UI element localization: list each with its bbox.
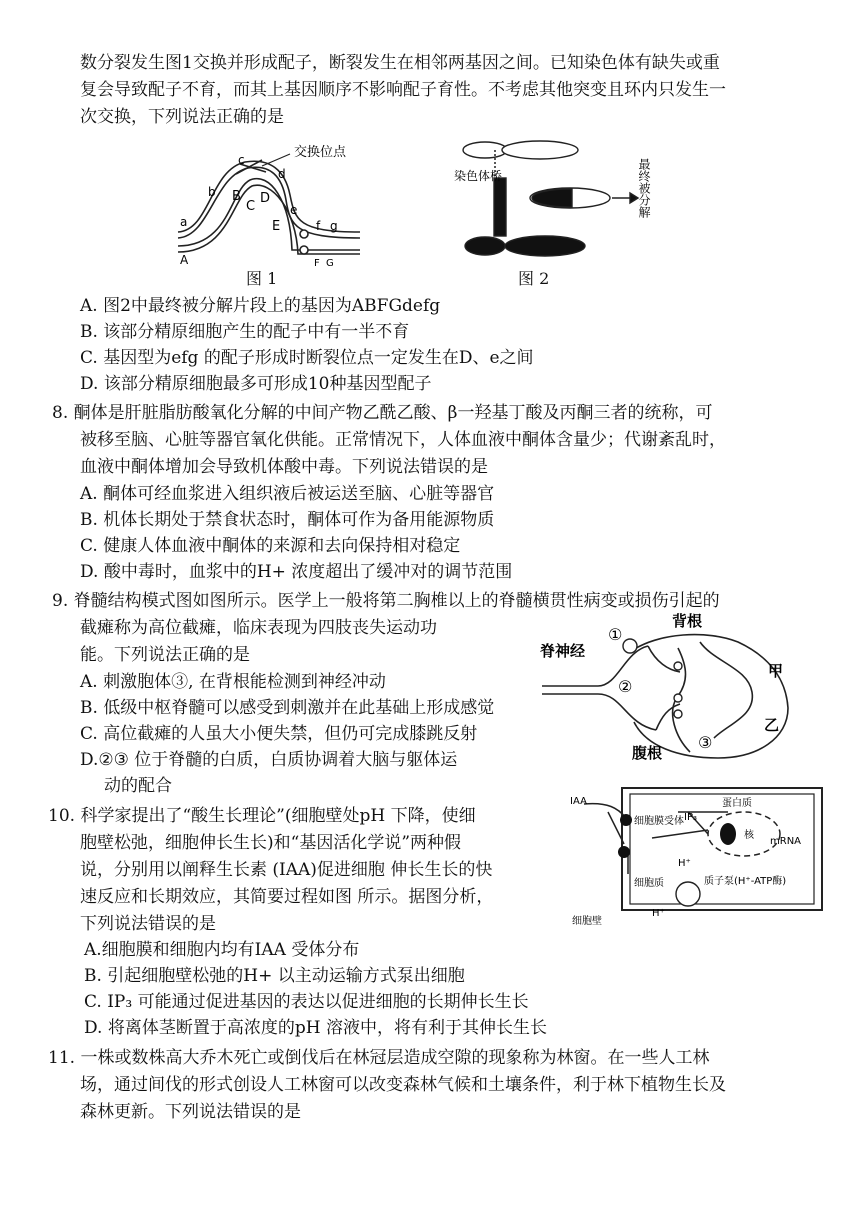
intro-line-1: 数分裂发生图1交换并形成配子，断裂发生在相邻两基因之间。已知染色体有缺失或重 bbox=[80, 53, 720, 73]
figure-plant-cell bbox=[568, 782, 830, 930]
svg-text:蛋白质: 蛋白质 bbox=[722, 798, 752, 809]
spinal-nerve-label: 脊神经 bbox=[540, 642, 586, 660]
figure-2-chromosome-bridge bbox=[440, 138, 670, 273]
q8-option-c: C. 健康人体血液中酮体的来源和去向保持相对稳定 bbox=[80, 536, 461, 556]
q9-option-d: D.②③ 位于脊髓的白质，白质协调着大脑与躯体运 bbox=[80, 750, 458, 770]
q8-stem-2: 被移至脑、心脏等器官氧化供能。正常情况下，人体血液中酮体含量少；代谢紊乱时， bbox=[80, 430, 726, 450]
q9-stem-1: 9. 脊髓结构模式图如图所示。医学上一般将第二胸椎以上的脊髓横贯性病变或损伤引起的 bbox=[52, 591, 720, 611]
q9-option-d-cont: 动的配合 bbox=[104, 776, 172, 796]
q8-option-a: A. 酮体可经血浆进入组织液后被运送至脑、心脏等器官 bbox=[80, 484, 495, 504]
q7-option-a: A. 图2中最终被分解片段上的基因为ABFGdefg bbox=[80, 296, 441, 316]
ventral-root-label: 腹根 bbox=[632, 744, 663, 762]
svg-text:IP₃: IP₃ bbox=[684, 812, 697, 823]
svg-text:g: g bbox=[330, 219, 338, 233]
svg-text:核: 核 bbox=[744, 830, 754, 841]
q7-option-d: D. 该部分精原细胞最多可形成10种基因型配子 bbox=[80, 374, 432, 394]
svg-text:细胞膜受体: 细胞膜受体 bbox=[634, 816, 684, 827]
svg-text:①: ① bbox=[608, 625, 623, 644]
intro-line-2: 复会导致配子不育，而其上基因顺序不影响配子育性。不考虑其他突变且环内只发生一 bbox=[80, 80, 726, 100]
svg-text:b: b bbox=[208, 185, 216, 199]
q7-option-b: B. 该部分精原细胞产生的配子中有一半不育 bbox=[80, 322, 410, 342]
q10-option-d: D. 将离体茎断置于高浓度的pH 溶液中，将有利于其伸长生长 bbox=[84, 1018, 547, 1038]
svg-text:D: D bbox=[260, 191, 271, 206]
yi-label: 乙 bbox=[764, 716, 780, 734]
q8-stem-1: 8. 酮体是肝脏脂肪酸氧化分解的中间产物乙酰乙酸、β一羟基丁酸及丙酮三者的统称，可 bbox=[52, 403, 713, 423]
fig2-bridge-label: 染色体桥 bbox=[454, 169, 503, 183]
svg-text:a: a bbox=[180, 215, 188, 229]
q10-stem-5: 下列说法错误的是 bbox=[80, 914, 216, 934]
figure-1-caption: 图 1 bbox=[246, 269, 278, 288]
svg-text:E: E bbox=[272, 219, 281, 234]
q11-stem-1: 11. 一株或数株高大乔木死亡或倒伐后在林冠层造成空隙的现象称为林窗。在一些人工林 bbox=[48, 1048, 710, 1068]
q9-option-a: A. 刺激胞体③, 在背根能检测到神经冲动 bbox=[80, 672, 386, 692]
q11-stem-3: 森林更新。下列说法错误的是 bbox=[80, 1102, 301, 1122]
svg-text:c: c bbox=[238, 153, 245, 167]
svg-text:e: e bbox=[290, 203, 298, 217]
svg-text:A: A bbox=[180, 253, 189, 267]
svg-text:F: F bbox=[314, 258, 320, 269]
svg-text:B: B bbox=[232, 189, 241, 204]
q10-option-c: C. IP₃ 可能通过促进基因的表达以促进细胞的长期伸长生长 bbox=[84, 992, 529, 1012]
svg-text:②: ② bbox=[618, 677, 633, 696]
svg-text:细胞壁: 细胞壁 bbox=[572, 916, 602, 927]
figure-1-chromosome-loop bbox=[170, 140, 370, 270]
q9-stem-2: 截瘫称为高位截瘫，临床表现为四肢丧失运动功 bbox=[80, 618, 437, 638]
q10-option-b: B. 引起细胞壁松弛的H+ 以主动运输方式泵出细胞 bbox=[84, 966, 465, 986]
svg-text:H⁺: H⁺ bbox=[678, 858, 691, 869]
q10-option-a: A.细胞膜和细胞内均有IAA 受体分布 bbox=[84, 940, 360, 960]
svg-text:H⁺: H⁺ bbox=[652, 908, 665, 919]
q9-option-b: B. 低级中枢脊髓可以感受到刺激并在此基础上形成感觉 bbox=[80, 698, 495, 718]
q8-option-d: D. 酸中毒时，血浆中的H+ 浓度超出了缓冲对的调节范围 bbox=[80, 562, 513, 582]
q8-stem-3: 血液中酮体增加会导致机体酸中毒。下列说法错误的是 bbox=[80, 457, 488, 477]
q11-stem-2: 场，通过间伐的形式创设人工林窗可以改变森林气候和土壤条件，利于林下植物生长及 bbox=[80, 1075, 726, 1095]
q10-stem-1: 10. 科学家提出了“酸生长理论”(细胞壁处pH 下降，使细 bbox=[48, 806, 476, 826]
jia-label: 甲 bbox=[768, 662, 784, 680]
figure-2-caption: 图 2 bbox=[518, 269, 550, 288]
q10-stem-3: 说，分别用以阐释生长素 (IAA)促进细胞 伸长生长的快 bbox=[80, 860, 493, 880]
q9-option-c: C. 高位截瘫的人虽大小便失禁，但仍可完成膝跳反射 bbox=[80, 724, 478, 744]
svg-text:细胞质: 细胞质 bbox=[634, 878, 664, 889]
dorsal-root-label: 背根 bbox=[672, 612, 703, 630]
q10-stem-4: 速反应和长期效应，其简要过程如图 所示。据图分析， bbox=[80, 887, 494, 907]
intro-line-3: 次交换，下列说法正确的是 bbox=[80, 107, 284, 127]
fig1-exchange-label: 交换位点 bbox=[294, 145, 347, 160]
q8-option-b: B. 机体长期处于禁食状态时，酮体可作为备用能源物质 bbox=[80, 510, 495, 530]
fig2-degrade-label: 最终被分解 bbox=[637, 158, 651, 218]
svg-text:③: ③ bbox=[698, 733, 713, 752]
svg-text:IAA: IAA bbox=[570, 796, 587, 807]
q10-stem-2: 胞壁松弛，细胞伸长生长)和“基因活化学说”两种假 bbox=[80, 833, 462, 853]
svg-text:d: d bbox=[278, 167, 286, 181]
svg-text:f: f bbox=[316, 219, 321, 233]
figure-spinal-cord bbox=[538, 612, 808, 764]
q9-stem-3: 能。下列说法正确的是 bbox=[80, 645, 250, 665]
q7-option-c: C. 基因型为efg 的配子形成时断裂位点一定发生在D、e之间 bbox=[80, 348, 534, 368]
svg-text:C: C bbox=[246, 199, 256, 214]
svg-text:mRNA: mRNA bbox=[770, 836, 802, 847]
svg-text:G: G bbox=[326, 258, 334, 269]
svg-text:质子泵(H⁺-ATP酶): 质子泵(H⁺-ATP酶) bbox=[704, 876, 787, 887]
